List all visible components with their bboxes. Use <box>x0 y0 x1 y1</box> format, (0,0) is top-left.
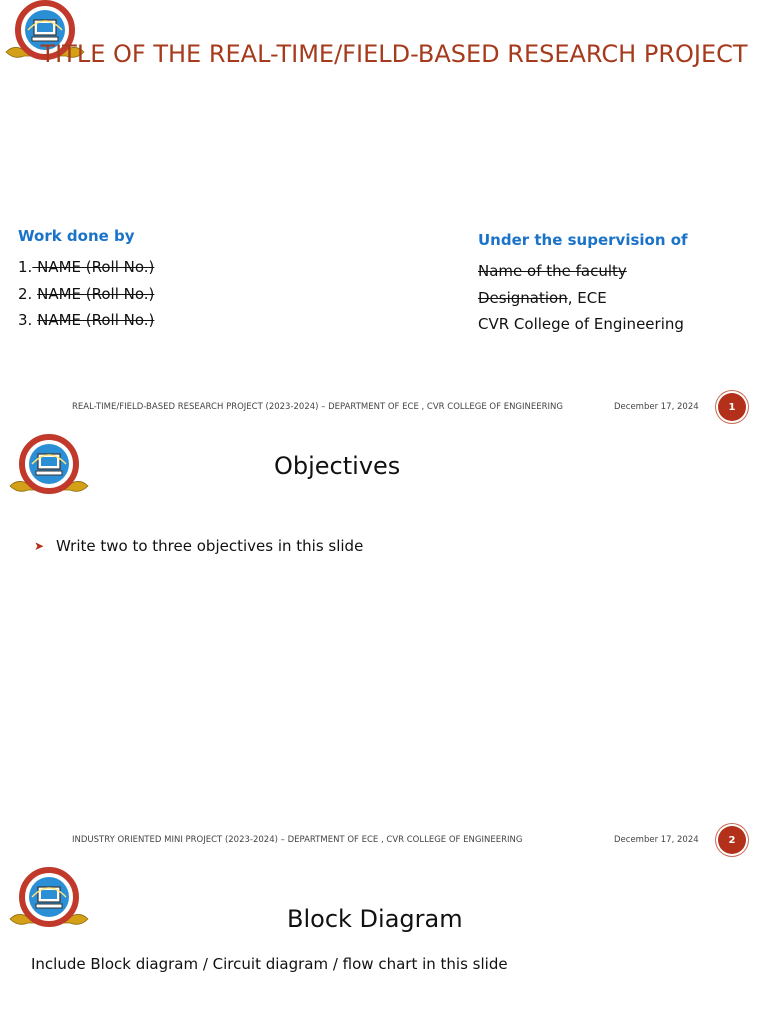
student-name: NAME (Roll No.) <box>37 284 155 303</box>
faculty-designation: Designation, ECE <box>478 288 607 307</box>
slide-date: December 17, 2024 <box>614 402 699 412</box>
college-logo-icon <box>8 867 90 933</box>
list-item: 1. NAME (Roll No.) <box>18 258 155 276</box>
student-list <box>18 254 154 334</box>
project-title: TITLE OF THE REAL-TIME/FIELD-BASED RESEARCH PROJECT <box>40 40 748 68</box>
slide-number-badge: 2 <box>718 826 746 854</box>
arrow-bullet-icon: ➤ <box>34 539 45 553</box>
student-name: NAME (Roll No.) <box>32 258 155 276</box>
list-item <box>34 537 363 555</box>
slide-3 <box>0 865 768 1024</box>
list-item: 3. NAME (Roll No.) <box>18 311 155 329</box>
slide-date: December 17, 2024 <box>614 835 699 845</box>
student-name: NAME (Roll No.) <box>37 311 155 329</box>
slide-body-text: Include Block diagram / Circuit diagram / flow chart in this slide <box>31 955 508 973</box>
bullet-text: Write two to three objectives in this slide <box>56 537 364 555</box>
college-logo <box>8 434 90 500</box>
supervision-heading: Under the supervision of <box>478 231 688 249</box>
slide-footer: INDUSTRY ORIENTED MINI PROJECT (2023-2024) – DEPARTMENT OF ECE , CVR COLLEGE OF ENGINEERING <box>72 835 523 845</box>
slide-2 <box>0 432 768 865</box>
college-logo-icon <box>8 434 90 500</box>
college-logo <box>8 867 90 933</box>
slide-title: Block Diagram <box>287 905 463 933</box>
slide-title: Objectives <box>274 452 401 480</box>
slide-number-badge: 1 <box>718 393 746 421</box>
work-done-by-heading: Work done by <box>18 227 135 245</box>
slide-footer: REAL-TIME/FIELD-BASED RESEARCH PROJECT (2023-2024) – DEPARTMENT OF ECE , CVR COLLEGE OF ENGINEERING <box>72 402 563 412</box>
supervisor-details <box>478 258 684 338</box>
list-item: 2. NAME (Roll No.) <box>18 284 155 303</box>
college-name: CVR College of Engineering <box>478 315 684 333</box>
faculty-name: Name of the faculty <box>478 262 627 280</box>
slide-1 <box>0 0 768 432</box>
